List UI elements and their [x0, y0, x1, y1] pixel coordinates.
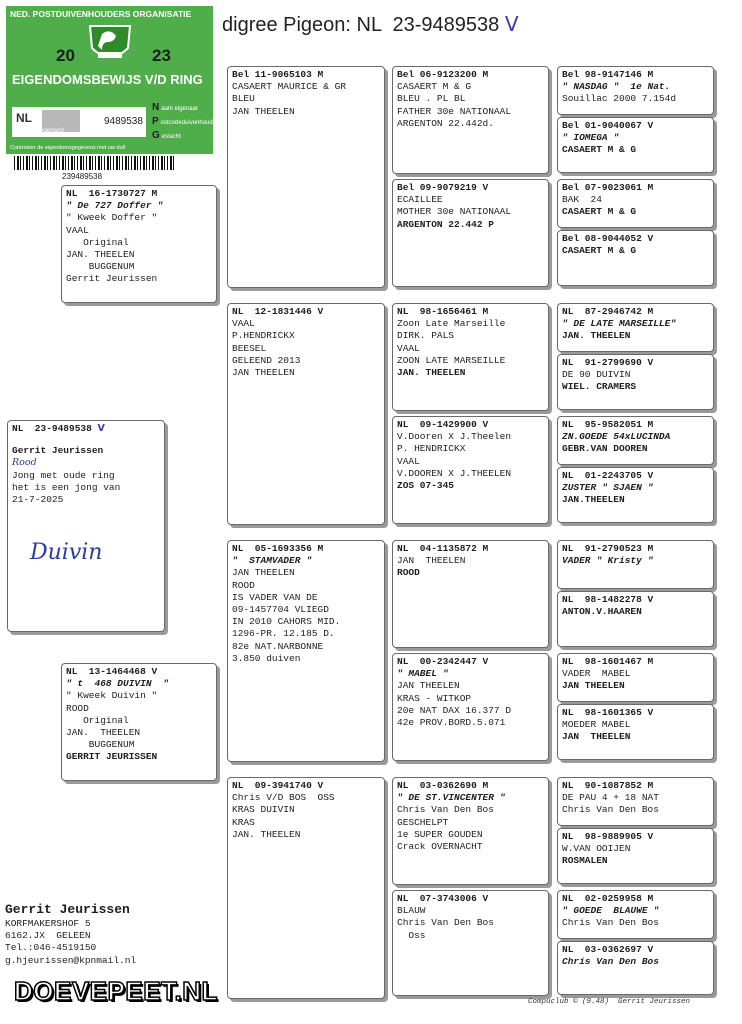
pedigree-line: ZOS 07-345 — [397, 480, 455, 492]
pedigree-line: " GOEDE BLAUWE " — [562, 905, 659, 917]
pedigree-line: " MABEL " — [397, 668, 449, 680]
pedigree-line: JAN. THEELEN — [562, 330, 631, 342]
great-great-grandparent-box — [557, 653, 714, 702]
ring-number: NL 00-2342447 V — [397, 656, 489, 667]
grandparent-box — [227, 303, 385, 525]
subject-note-1: Jong met oude ring — [12, 469, 115, 481]
pedigree-line: VADER " Kristy " — [562, 555, 654, 567]
ring-number: Bel 01-9040067 V — [562, 120, 654, 131]
pedigree-line: GERRIT JEURISSEN — [66, 751, 158, 763]
subject-note-3: 21-7-2025 — [12, 494, 64, 506]
ring-card-country-code: NL — [16, 111, 32, 125]
ring-card-legend-3: Geslacht — [152, 130, 181, 141]
subject-color: Rood — [12, 457, 37, 469]
pedigree-line: " Kweek Duivin " — [66, 690, 158, 702]
great-great-grandparent-box — [557, 354, 714, 410]
ring-card-year-right: 23 — [152, 46, 171, 65]
pedigree-line: ROOD — [232, 579, 255, 591]
pedigree-line: DE 90 DUIVIN — [562, 369, 631, 381]
ring-number: NL 09-1429900 V — [397, 419, 489, 430]
ring-number: NL 05-1693356 M — [232, 543, 324, 554]
pedigree-line: " t 468 DUIVIN " — [66, 678, 169, 690]
pedigree-line: BLEU . PL BL — [397, 93, 466, 105]
great-great-grandparent-box — [557, 540, 714, 589]
pedigree-line: JAN. THEELEN — [66, 249, 135, 261]
ring-number: Bel 06-9123200 M — [397, 69, 489, 80]
ring-card-number: 9489538 — [104, 116, 143, 127]
ring-card-legend-1: Naam eigenaar — [152, 102, 198, 113]
ring-card-control-text: Controleer de eigendomsgegevens met uw duif — [10, 145, 126, 151]
subject-owner: Gerrit Jeurissen — [12, 445, 104, 457]
pedigree-line: JAN THEELEN — [562, 731, 631, 743]
ring-ownership-card — [6, 6, 219, 182]
pedigree-line: Zoon Late Marseille — [397, 318, 506, 330]
great-great-grandparent-box — [557, 117, 714, 173]
pedigree-line: Souillac 2000 7.154d — [562, 93, 677, 105]
pedigree-line: ROSMALEN — [562, 855, 608, 867]
ring-card-ownership-title: EIGENDOMSBEWIJS V/D RING — [12, 72, 203, 87]
pedigree-line: GELEEND 2013 — [232, 354, 301, 366]
pedigree-line: VADER MABEL — [562, 668, 631, 680]
pedigree-line: ZOON LATE MARSEILLE — [397, 354, 506, 366]
pedigree-line: P. HENDRICKX — [397, 443, 466, 455]
grandparent-box — [227, 66, 385, 288]
great-great-grandparent-box — [557, 179, 714, 228]
great-grandparent-box — [392, 66, 549, 174]
pedigree-line: 20e NAT DAX 16.377 D — [397, 704, 512, 716]
great-great-grandparent-box — [557, 828, 714, 884]
pedigree-line: WIEL. CRAMERS — [562, 381, 637, 393]
ring-number: NL 03-0362690 M — [397, 780, 489, 791]
pedigree-line: VAAL — [397, 342, 420, 354]
ring-number: NL 09-3941740 V — [232, 780, 324, 791]
pedigree-line: Crack OVERNACHT — [397, 841, 483, 853]
breeder-phone: Tel.:046-4519150 — [5, 942, 97, 954]
pedigree-line: BLAUW — [397, 905, 426, 917]
pedigree-line: MOTHER 30e NATIONAAL — [397, 206, 512, 218]
pedigree-line: KRAS — [232, 816, 255, 828]
ring-number: NL 98-1482278 V — [562, 594, 654, 605]
page-title: digree Pigeon: NL 23-9489538 V — [222, 12, 519, 36]
pedigree-line: Chris Van Den Bos — [562, 917, 659, 929]
ring-number: NL 95-9582051 M — [562, 419, 654, 430]
ring-number: NL 07-3743006 V — [397, 893, 489, 904]
ring-number: NL 01-2243705 V — [562, 470, 654, 481]
ring-number: NL 16-1730727 M — [66, 188, 158, 199]
pedigree-line: IN 2010 CAHORS MID. — [232, 616, 341, 628]
ring-number: Bel 98-9147146 M — [562, 69, 654, 80]
pedigree-line: 1296-PR. 12.185 D. — [232, 628, 335, 640]
pedigree-line: ECAILLEE — [397, 194, 443, 206]
pedigree-line: " Kweek Doffer " — [66, 212, 158, 224]
ring-number: NL 91-2799690 V — [562, 357, 654, 368]
barcode-number: 239489538 — [62, 172, 103, 181]
ring-number: NL 98-1656461 M — [397, 306, 489, 317]
pedigree-line: Chris Van Den Bos — [397, 804, 494, 816]
lion-emblem-icon — [84, 22, 136, 68]
ring-card-country: Nederland — [36, 128, 64, 134]
grandparent-box — [227, 540, 385, 762]
great-great-grandparent-box — [557, 467, 714, 523]
subject-note-2: het is een jong van — [12, 481, 121, 493]
pedigree-line: V.DOOREN X J.THEELEN — [397, 467, 512, 479]
ring-number: NL 90-1087852 M — [562, 780, 654, 791]
ring-number: NL 13-1464468 V — [66, 666, 158, 677]
dam-box — [61, 663, 217, 781]
great-great-grandparent-box — [557, 941, 714, 995]
pedigree-line: ARGENTON 22.442 P — [397, 218, 494, 230]
pedigree-line: 82e NAT.NARBONNE — [232, 640, 324, 652]
pedigree-line: ROOD — [66, 702, 89, 714]
pedigree-line: " DE ST.VINCENTER " — [397, 792, 506, 804]
pedigree-line: JAN. THEELEN — [397, 367, 466, 379]
pedigree-line: ARGENTON 22.442d. — [397, 117, 494, 129]
pedigree-line: " STAMVADER " — [232, 555, 312, 567]
ring-number: NL 98-1601467 M — [562, 656, 654, 667]
ring-number: Bel 11-9065103 M — [232, 69, 324, 80]
pedigree-line: Oss — [397, 929, 426, 941]
pedigree-line: " DE LATE MARSEILLE" — [562, 318, 677, 330]
pedigree-line: W.VAN OOIJEN — [562, 843, 631, 855]
pedigree-line: JAN THEELEN — [397, 555, 466, 567]
pedigree-line: ZUSTER " SJAEN " — [562, 482, 654, 494]
grandparent-box — [227, 777, 385, 999]
breeder-name: Gerrit Jeurissen — [5, 902, 130, 917]
pedigree-line: JAN THEELEN — [397, 680, 460, 692]
breeder-city: 6162.JX GELEEN — [5, 930, 91, 942]
great-grandparent-box — [392, 653, 549, 761]
pedigree-line: DIRK. PALS — [397, 330, 455, 342]
great-great-grandparent-box — [557, 303, 714, 352]
pedigree-line: " IOMEGA " — [562, 132, 620, 144]
ring-number: NL 98-9889905 V — [562, 831, 654, 842]
ring-number: NL 02-0259958 M — [562, 893, 654, 904]
ring-card-legend-2: Postcodeduivenhouder — [152, 116, 219, 127]
great-grandparent-box — [392, 777, 549, 885]
pedigree-line: Gerrit Jeurissen — [66, 273, 158, 285]
breeder-address — [5, 902, 220, 967]
pedigree-line: CASAERT M & G — [562, 245, 637, 257]
pedigree-line: Chris Van Den Bos — [397, 917, 494, 929]
pedigree-line: Chris Van Den Bos — [562, 804, 659, 816]
pedigree-line: VAAL — [232, 318, 255, 330]
pedigree-line: 09-1457704 VLIEGD — [232, 604, 329, 616]
pedigree-line: ROOD — [397, 567, 420, 579]
pedigree-line: VAAL — [66, 224, 89, 236]
great-grandparent-box — [392, 890, 549, 996]
pedigree-line: BAK 24 — [562, 194, 602, 206]
pedigree-line: JAN THEELEN — [232, 567, 295, 579]
pedigree-line: BLEU — [232, 93, 255, 105]
subject-ring: NL 23-9489538 V — [12, 423, 105, 434]
pedigree-line: " NASDAG " 1e Nat. — [562, 81, 671, 93]
ring-card-year-left: 20 — [56, 46, 75, 65]
pedigree-line: GEBR.VAN DOOREN — [562, 443, 648, 455]
great-grandparent-box — [392, 303, 549, 411]
great-great-grandparent-box — [557, 704, 714, 760]
ring-number: NL 03-0362697 V — [562, 944, 654, 955]
ring-number: NL 91-2790523 M — [562, 543, 654, 554]
pedigree-line: ZN.GOEDE 54xLUCINDA — [562, 431, 671, 443]
pedigree-line: BEESEL — [232, 342, 267, 354]
pedigree-line: " De 727 Doffer " — [66, 200, 163, 212]
pedigree-line: 3.850 duiven — [232, 652, 301, 664]
sire-box — [61, 185, 217, 303]
great-great-grandparent-box — [557, 66, 714, 115]
footer-credit: Compuclub © (9.48) Gerrit Jeurissen — [528, 998, 691, 1006]
great-grandparent-box — [392, 179, 549, 287]
great-great-grandparent-box — [557, 890, 714, 939]
pedigree-line: MOEDER MABEL — [562, 719, 631, 731]
ring-number: NL 87-2946742 M — [562, 306, 654, 317]
pedigree-line: GESCHELPT — [397, 816, 449, 828]
great-great-grandparent-box — [557, 777, 714, 826]
pedigree-line: Original — [66, 714, 129, 726]
pedigree-line: Chris Van Den Bos — [562, 956, 659, 968]
ring-number: Bel 09-9079219 V — [397, 182, 489, 193]
ring-number: Bel 08-9044052 V — [562, 233, 654, 244]
pedigree-line: KRAS DUIVIN — [232, 804, 295, 816]
pedigree-line: CASAERT MAURICE & GR — [232, 81, 347, 93]
great-great-grandparent-box — [557, 591, 714, 647]
breeder-street: KORFMAKERSHOF 5 — [5, 918, 91, 929]
pedigree-line: JAN. THEELEN — [232, 828, 301, 840]
great-great-grandparent-box — [557, 230, 714, 286]
pedigree-line: BUGGENUM — [66, 261, 135, 273]
pedigree-line: FATHER 30e NATIONAAL — [397, 105, 512, 117]
great-great-grandparent-box — [557, 416, 714, 465]
pedigree-line: DE PAU 4 + 18 NAT — [562, 792, 659, 804]
pedigree-line: VAAL — [397, 455, 420, 467]
pedigree-line: JAN THEELEN — [562, 680, 625, 692]
pedigree-line: IS VADER VAN DE — [232, 591, 318, 603]
breeder-email: g.hjeurissen@kpnmail.nl — [5, 954, 137, 966]
ring-card-organisation: NED. POSTDUIVENHOUDERS ORGANISATIE — [10, 9, 192, 19]
pedigree-line: JAN.THEELEN — [562, 494, 625, 506]
pedigree-line: V.Dooren X J.Theelen — [397, 431, 512, 443]
ring-number: Bel 07-9023061 M — [562, 182, 654, 193]
watermark-logo: DOEVEPEET.NL — [14, 976, 218, 1006]
pedigree-line: 42e PROV.BORD.5.071 — [397, 717, 506, 729]
pedigree-line: 1e SUPER GOUDEN — [397, 828, 483, 840]
pedigree-line: CASAERT M & G — [397, 81, 472, 93]
great-grandparent-box — [392, 416, 549, 524]
barcode — [14, 156, 174, 170]
ring-number: NL 98-1601365 V — [562, 707, 654, 718]
ring-number: NL 12-1831446 V — [232, 306, 324, 317]
great-grandparent-box — [392, 540, 549, 648]
pedigree-line: Chris V/D BOS OSS — [232, 792, 335, 804]
pedigree-line: Original — [66, 236, 129, 248]
pedigree-line: ANTON.V.HAAREN — [562, 606, 642, 618]
ring-number: NL 04-1135872 M — [397, 543, 489, 554]
pedigree-line: KRAS - WITKOP — [397, 692, 472, 704]
pedigree-line: CASAERT M & G — [562, 144, 637, 156]
pedigree-line: CASAERT M & G — [562, 206, 637, 218]
pedigree-line: JAN. THEELEN — [66, 727, 141, 739]
pedigree-line: BUGGENUM — [66, 739, 135, 751]
pedigree-line: JAN THEELEN — [232, 105, 295, 117]
pedigree-line: JAN THEELEN — [232, 367, 295, 379]
subject-pigeon-box — [7, 420, 165, 632]
pedigree-line: P.HENDRICKX — [232, 330, 295, 342]
subject-handwriting: Duivin — [30, 540, 103, 566]
